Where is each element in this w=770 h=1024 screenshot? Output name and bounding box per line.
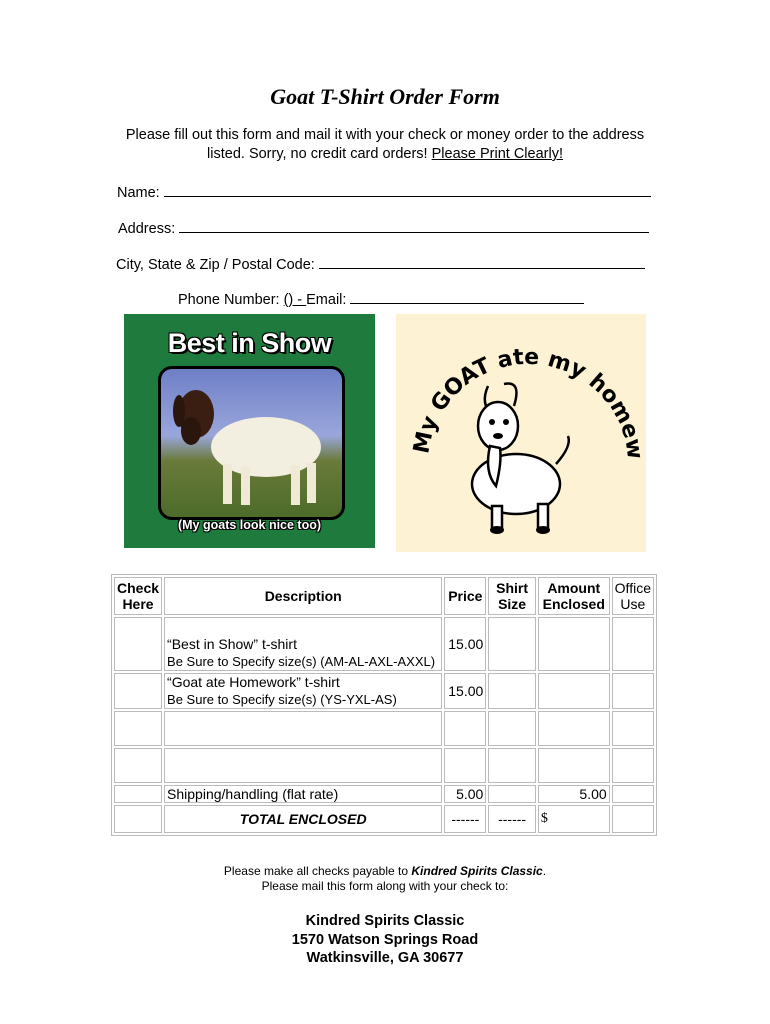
- size-cell: [488, 785, 536, 803]
- payable-note: [0, 864, 770, 894]
- office-cell: [612, 785, 654, 803]
- address-blank[interactable]: [179, 217, 649, 233]
- office-cell: [612, 805, 654, 833]
- best-in-show-image: [124, 314, 375, 548]
- table-row: [114, 617, 654, 671]
- total-row: [114, 805, 654, 833]
- check-cell[interactable]: [114, 673, 162, 709]
- header-amount: Amount Enclosed: [538, 577, 610, 615]
- size-cell[interactable]: [488, 748, 536, 783]
- header-size: Shirt Size: [488, 577, 536, 615]
- header-office: Office Use: [612, 577, 654, 615]
- item-title: “Best in Show” t-shirt: [167, 636, 297, 652]
- office-cell: [612, 711, 654, 746]
- payable-name: Kindred Spirits Classic: [411, 864, 543, 878]
- check-cell: [114, 805, 162, 833]
- item-note: Be Sure to Specify size(s) (YS-YXL-AS): [167, 692, 397, 707]
- shipping-price: 5.00: [444, 785, 486, 803]
- size-cell[interactable]: [488, 617, 536, 671]
- name-field[interactable]: [117, 181, 651, 201]
- shipping-amount: 5.00: [538, 785, 610, 803]
- amount-cell[interactable]: [538, 617, 610, 671]
- best-in-show-header: Best in Show: [167, 328, 332, 358]
- phone-email-field[interactable]: [178, 288, 584, 308]
- size-cell[interactable]: [488, 711, 536, 746]
- payable-prefix: Please make all checks payable to: [223, 864, 412, 878]
- amount-cell[interactable]: [538, 748, 610, 783]
- description-cell: [164, 748, 442, 783]
- address-line-2: 1570 Watson Springs Road: [291, 931, 479, 948]
- address-line-3: Watkinsville, GA 30677: [306, 950, 464, 966]
- intro-emphasis: Please Print Clearly!: [431, 146, 563, 162]
- name-blank[interactable]: [164, 181, 651, 197]
- office-cell: [612, 748, 654, 783]
- mailing-address: [0, 912, 770, 968]
- table-row: [114, 711, 654, 746]
- address-label: Address:: [118, 221, 176, 237]
- goat-photo-icon: [161, 369, 342, 517]
- order-table: [111, 574, 657, 836]
- best-in-show-caption: (My goats look nice too): [177, 518, 322, 532]
- email-label: Email:: [306, 292, 347, 308]
- city-label: City, State & Zip / Postal Code:: [116, 257, 315, 273]
- size-cell[interactable]: [488, 673, 536, 709]
- price-cell: [444, 711, 486, 746]
- total-label: TOTAL ENCLOSED: [164, 805, 442, 833]
- header-description: Description: [164, 577, 442, 615]
- phone-label: Phone Number:: [178, 292, 280, 308]
- mail-line: Please mail this form along with your check to:: [261, 879, 509, 893]
- city-blank[interactable]: [319, 253, 645, 269]
- shipping-row: [114, 785, 654, 803]
- homework-arc-text: My GOAT ate my homew: [409, 344, 646, 461]
- city-field[interactable]: [116, 253, 645, 273]
- description-cell: [164, 711, 442, 746]
- page-title: Goat T-Shirt Order Form: [270, 84, 500, 109]
- check-cell: [114, 785, 162, 803]
- email-blank[interactable]: [350, 288, 584, 304]
- amount-cell[interactable]: [538, 711, 610, 746]
- address-line-1: Kindred Spirits Classic: [305, 913, 465, 929]
- office-cell: [612, 617, 654, 671]
- address-field[interactable]: [118, 217, 649, 237]
- header-check: Check Here: [114, 577, 162, 615]
- name-label: Name:: [117, 185, 160, 201]
- price-cell: [444, 748, 486, 783]
- item-title: “Goat ate Homework” t-shirt: [167, 674, 340, 690]
- total-amount[interactable]: $: [538, 805, 610, 833]
- total-price: ------: [444, 805, 486, 833]
- shipping-label: Shipping/handling (flat rate): [164, 785, 442, 803]
- svg-text:My GOAT ate my homework: [396, 314, 646, 461]
- item-note: Be Sure to Specify size(s) (AM-AL-AXL-AXXL): [167, 654, 436, 669]
- phone-blank[interactable]: () -: [283, 292, 307, 308]
- payable-suffix: .: [542, 864, 547, 878]
- header-price: Price: [444, 577, 486, 615]
- table-row: [114, 748, 654, 783]
- goat-homework-image: [396, 314, 646, 552]
- intro-text: [108, 126, 662, 164]
- goat-photo: [158, 366, 345, 520]
- table-header-row: [114, 577, 654, 615]
- amount-cell[interactable]: [538, 673, 610, 709]
- total-size: ------: [488, 805, 536, 833]
- price-cell: 15.00: [444, 673, 486, 709]
- office-cell: [612, 673, 654, 709]
- check-cell[interactable]: [114, 617, 162, 671]
- intro-body: Please fill out this form and mail it with your check or money order to the address listed. Sorry, no credit card orders!: [125, 127, 645, 162]
- goat-cartoon-icon: [396, 314, 646, 552]
- description-cell: [164, 673, 442, 709]
- check-cell[interactable]: [114, 711, 162, 746]
- description-cell: [164, 617, 442, 671]
- table-row: [114, 673, 654, 709]
- check-cell[interactable]: [114, 748, 162, 783]
- price-cell: 15.00: [444, 617, 486, 671]
